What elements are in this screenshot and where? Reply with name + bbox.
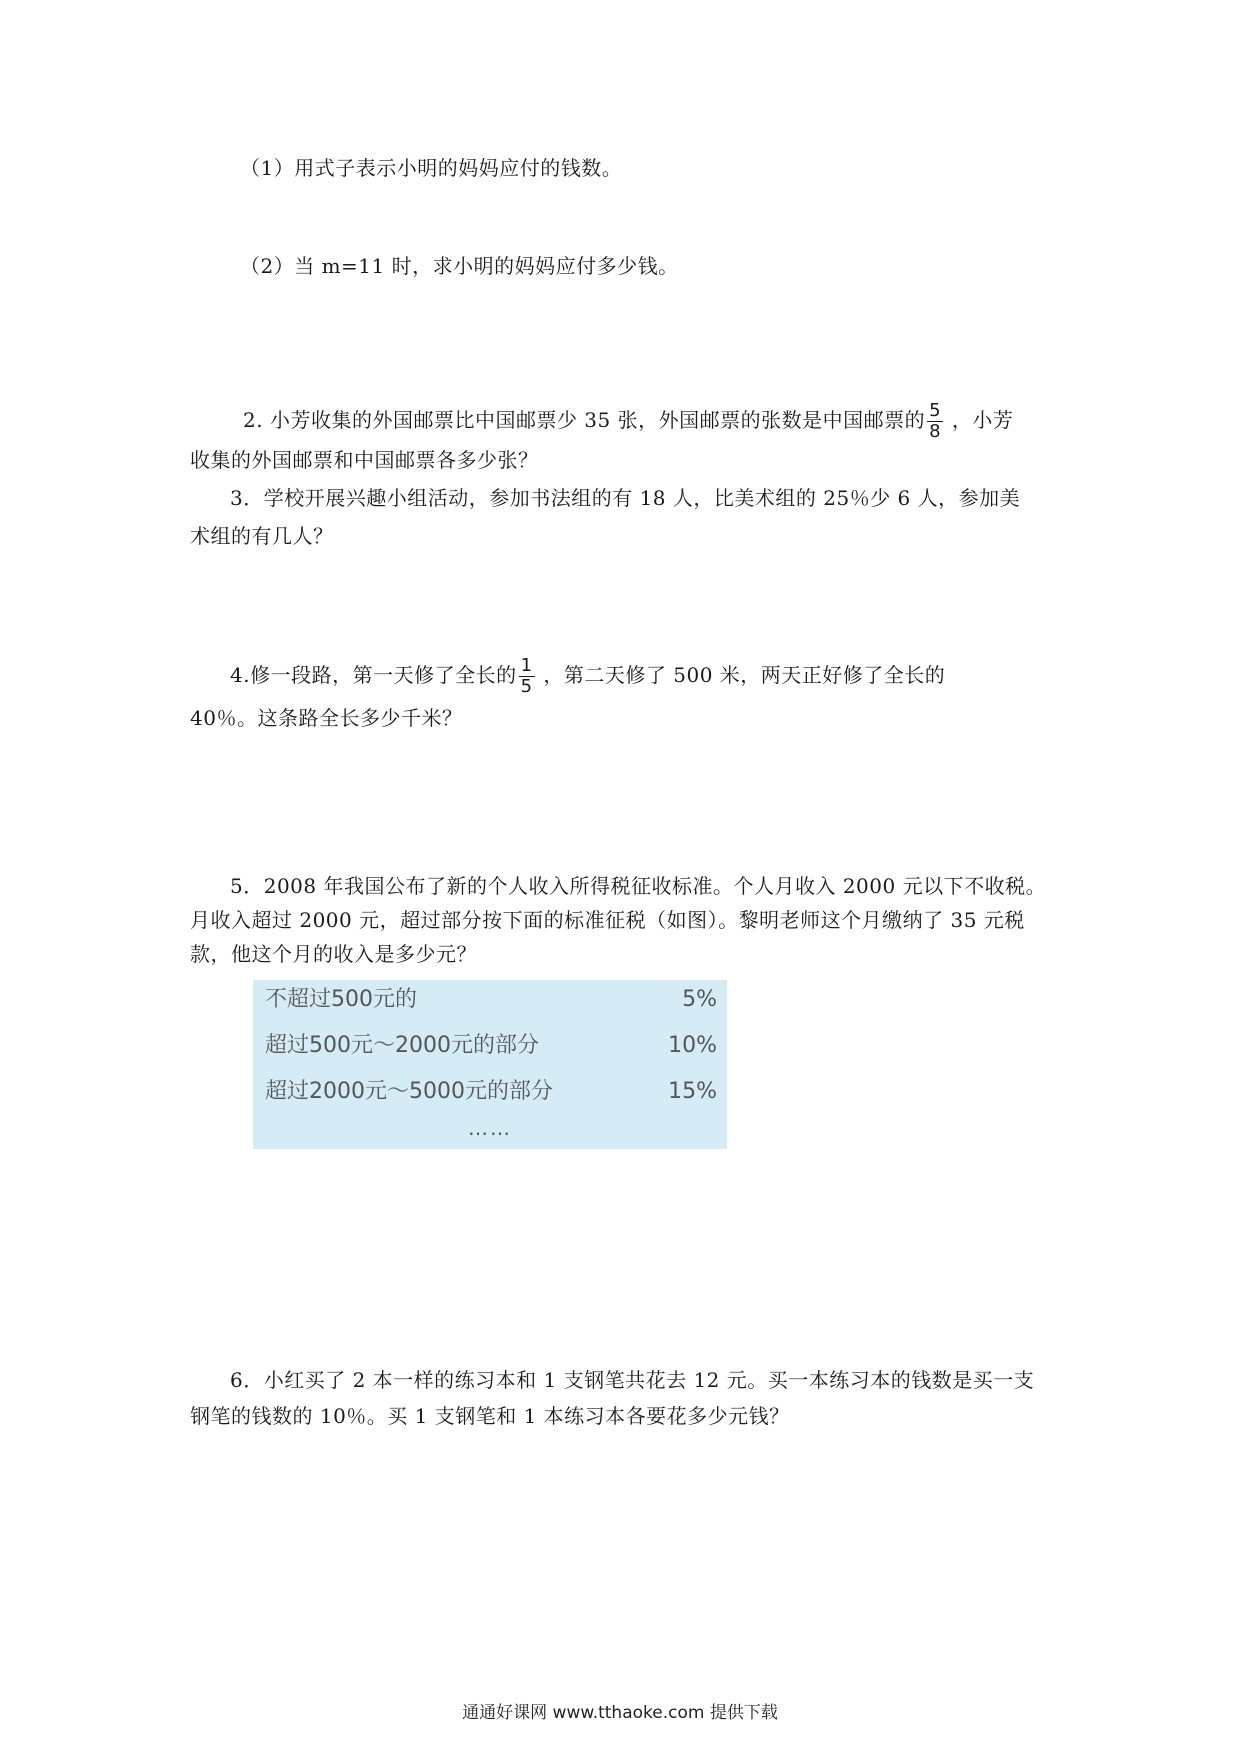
problem-5-line-2: 月收入超过 2000 元，超过部分按下面的标准征税（如图）。黎明老师这个月缴纳了 35 元税 — [190, 908, 1025, 932]
tax-row — [265, 982, 717, 1018]
fraction-denominator: 5 — [520, 676, 533, 697]
problem-4-line-2: 40％。这条路全长多少千米？ — [190, 706, 463, 730]
tax-row-rate: 10% — [668, 1033, 717, 1058]
tax-row-label: 超过2000元～5000元的部分 — [265, 1079, 553, 1104]
problem-2-text-a: 2. 小芳收集的外国邮票比中国邮票少 35 张，外国邮票的张数是中国邮票的 — [243, 408, 926, 432]
tax-row-rate: 15% — [668, 1079, 717, 1104]
problem-1-part-2: （2）当 m=11 时，求小明的妈妈应付多少钱。 — [240, 254, 679, 278]
fraction-numerator: 5 — [929, 400, 942, 421]
tax-row-rate: 5% — [682, 987, 717, 1012]
fraction-one-fifth — [519, 656, 535, 697]
problem-6-line-2: 钢笔的钱数的 10％。买 1 支钢笔和 1 本练习本各要花多少元钱？ — [190, 1404, 790, 1428]
problem-4-line-1 — [230, 655, 945, 697]
problem-1-part-1: （1）用式子表示小明的妈妈应付的钱数。 — [240, 156, 623, 180]
problem-3-line-2: 术组的有几人？ — [190, 524, 334, 548]
tax-row — [265, 1028, 717, 1064]
problem-5-line-1: 5．2008 年我国公布了新的个人收入所得税征收标准。个人月收入 2000 元以下不收税。 — [230, 874, 1047, 898]
problem-4-text-a: 4.修一段路，第一天修了全长的 — [230, 663, 517, 687]
problem-5-line-3: 款，他这个月的收入是多少元？ — [190, 942, 477, 966]
problem-4-text-b: ，第二天修了 500 米，两天正好修了全长的 — [536, 663, 946, 687]
fraction-denominator: 8 — [929, 421, 942, 442]
problem-6-line-1: 6．小红买了 2 本一样的练习本和 1 支钢笔共花去 12 元。买一本练习本的钱数是买一支 — [230, 1368, 1035, 1392]
tax-row — [265, 1074, 717, 1110]
fraction-numerator: 1 — [520, 655, 533, 676]
problem-2-text-b: ，小芳 — [945, 408, 1014, 432]
tax-table-ellipsis: …… — [468, 1116, 512, 1140]
tax-row-label: 超过500元～2000元的部分 — [265, 1033, 539, 1058]
problem-2-line-2: 收集的外国邮票和中国邮票各多少张？ — [190, 448, 539, 472]
page-footer: 通通好课网 www.tthaoke.com 提供下载 — [462, 1703, 778, 1723]
problem-2-line-1 — [243, 400, 1013, 442]
fraction-five-eighths — [927, 401, 943, 442]
problem-3-line-1: 3．学校开展兴趣小组活动，参加书法组的有 18 人，比美术组的 25％少 6 人，参加美 — [230, 486, 1021, 510]
tax-row-label: 不超过500元的 — [265, 987, 417, 1012]
tax-rate-table — [253, 980, 727, 1149]
